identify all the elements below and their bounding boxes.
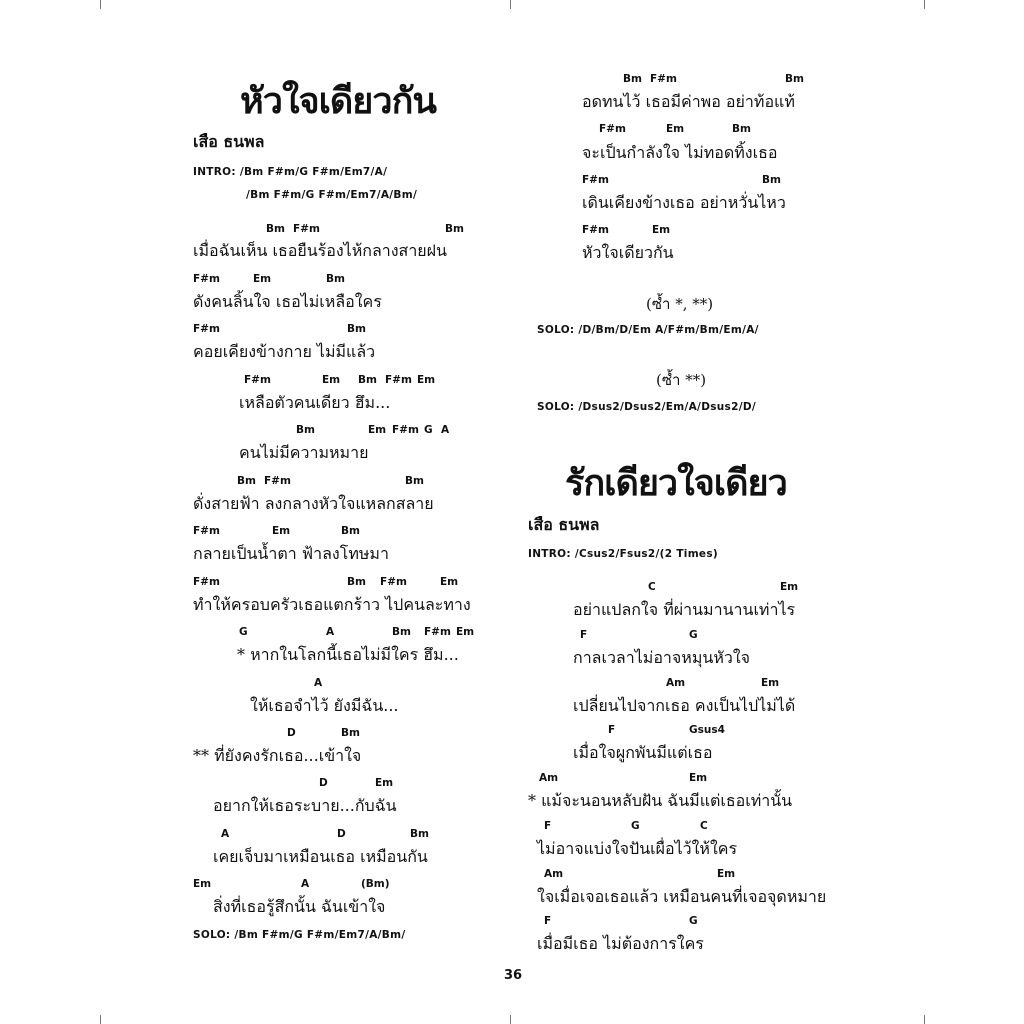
chord: Bm	[762, 174, 781, 186]
chord: F#m	[582, 224, 609, 236]
lyric-line: อย่าแปลกใจ ที่ผ่านมานานเท่าไร	[573, 600, 796, 619]
chord: Em	[440, 576, 459, 588]
chord: D	[319, 777, 328, 789]
chord: F	[544, 915, 552, 927]
chord: C	[700, 820, 708, 832]
chord: F#m	[193, 525, 220, 537]
lyric-line: ให้เธอจำไว้ ยังมีฉัน...	[250, 696, 399, 715]
page-number: 36	[504, 968, 523, 983]
chord: F#m	[264, 475, 291, 487]
chord: Am	[544, 868, 564, 880]
solo-line: SOLO: /Dsus2/Dsus2/Em/A/Dsus2/D/	[537, 401, 756, 413]
lyric-line: ดังคนลิ้นใจ เธอไม่เหลือใคร	[193, 292, 382, 311]
chord: Am	[539, 772, 559, 784]
chord: F	[608, 724, 616, 736]
lyric-line: จะเป็นกำลังใจ ไม่ทอดทิ้งเธอ	[582, 143, 778, 162]
chord: Bm	[358, 374, 377, 386]
lyric-line: อยากให้เธอระบาย...กับฉัน	[213, 796, 397, 815]
chord: Bm	[266, 223, 285, 235]
chord: Em	[368, 424, 387, 436]
chord: Bm	[392, 626, 411, 638]
chord: F	[544, 820, 552, 832]
chord: Bm	[445, 223, 464, 235]
chord: Em	[780, 581, 799, 593]
lyric-line: ** ที่ยังคงรักเธอ...เข้าใจ	[193, 746, 362, 765]
chord: Bm	[296, 424, 315, 436]
chord: Em	[666, 123, 685, 135]
lyric-line: ทำให้ครอบครัวเธอแตกร้าว ไปคนละทาง	[193, 595, 471, 614]
song-artist: เสือ ธนพล	[193, 132, 265, 151]
chord: Bm	[341, 727, 360, 739]
chord: Em	[689, 772, 708, 784]
crop-mark	[510, 1015, 511, 1024]
chord: Bm	[785, 73, 804, 85]
lyric-line: เคยเจ็บมาเหมือนเธอ เหมือนกัน	[213, 847, 428, 866]
lyric-line: ใจเมื่อเจอเธอแล้ว เหมือนคนที่เจอจุดหมาย	[537, 887, 827, 906]
chord: Em	[456, 626, 475, 638]
chord: F#m	[599, 123, 626, 135]
chord: Em	[322, 374, 341, 386]
chord: Em	[253, 273, 272, 285]
lyric-line: กาลเวลาไม่อาจหมุนหัวใจ	[573, 648, 751, 667]
lyric-line: * หากในโลกนี้เธอไม่มีใคร ฮึม...	[237, 645, 459, 664]
lyric-line: เปลี่ยนไปจากเธอ คงเป็นไปไม่ได้	[573, 696, 796, 715]
lyric-line: เมื่อใจผูกพันมีแต่เธอ	[573, 743, 713, 762]
lyric-line: หัวใจเดียวกัน	[582, 243, 674, 262]
chord: Em	[417, 374, 436, 386]
chord: F#m	[385, 374, 412, 386]
lyric-line: คนไม่มีความหมาย	[239, 443, 369, 462]
chord: F#m	[650, 73, 677, 85]
crop-mark	[100, 1015, 101, 1024]
chord: D	[287, 727, 296, 739]
chord: A	[301, 878, 310, 890]
chord: Bm	[410, 828, 429, 840]
chord: Bm	[237, 475, 256, 487]
chord: F#m	[582, 174, 609, 186]
lyric-line: * แม้จะนอนหลับฝัน ฉันมีแต่เธอเท่านั้น	[528, 791, 793, 810]
chord: A	[326, 626, 335, 638]
chord: D	[337, 828, 346, 840]
chord: F#m	[293, 223, 320, 235]
solo-line: SOLO: /Bm F#m/G F#m/Em7/A/Bm/	[193, 929, 406, 941]
crop-mark	[100, 0, 101, 9]
lyric-line: เดินเคียงข้างเธอ อย่าหวั่นไหว	[582, 193, 786, 212]
chord: Em	[193, 878, 212, 890]
lyric-line: คอยเคียงข้างกาย ไม่มีแล้ว	[193, 342, 376, 361]
chord: A	[314, 677, 323, 689]
chord: G	[424, 424, 433, 436]
chord: Em	[652, 224, 671, 236]
chord: A	[221, 828, 230, 840]
chord: Em	[375, 777, 394, 789]
intro-line: INTRO: /Bm F#m/G F#m/Em7/A/	[193, 166, 388, 178]
chord: G	[689, 915, 698, 927]
chord: F#m	[193, 273, 220, 285]
chord: Em	[761, 677, 780, 689]
chord: Am	[666, 677, 686, 689]
chord: Bm	[405, 475, 424, 487]
lyric-line: สิ่งที่เธอรู้สึกนั้น ฉันเข้าใจ	[213, 897, 386, 916]
chord: Bm	[623, 73, 642, 85]
chord: Bm	[326, 273, 345, 285]
crop-mark	[510, 0, 511, 9]
chord: F#m	[193, 323, 220, 335]
chord: (Bm)	[361, 878, 390, 890]
intro-line-continued: /Bm F#m/G F#m/Em7/A/Bm/	[246, 189, 418, 201]
chord: Em	[272, 525, 291, 537]
song-title: รักเดียวใจเดียว	[565, 463, 787, 504]
crop-mark	[924, 1015, 925, 1024]
chord: F#m	[244, 374, 271, 386]
chord: Bm	[341, 525, 360, 537]
chord: F	[580, 629, 588, 641]
chord: Em	[717, 868, 736, 880]
lyric-line: อดทนไว้ เธอมีค่าพอ อย่าท้อแท้	[582, 92, 795, 111]
chord: F#m	[392, 424, 419, 436]
chord: F#m	[380, 576, 407, 588]
intro-line: INTRO: /Csus2/Fsus2/(2 Times)	[528, 548, 718, 560]
chord: Gsus4	[689, 724, 725, 736]
chord: F#m	[424, 626, 451, 638]
chord: Bm	[347, 576, 366, 588]
chord: G	[689, 629, 698, 641]
chord: Bm	[347, 323, 366, 335]
chord: G	[631, 820, 640, 832]
lyric-line: ไม่อาจแบ่งใจปันเผื่อไว้ให้ใคร	[537, 839, 738, 858]
chord: C	[648, 581, 656, 593]
chord: F#m	[193, 576, 220, 588]
lyric-line: เมื่อมีเธอ ไม่ต้องการใคร	[537, 934, 704, 953]
lyric-line: กลายเป็นน้ำตา ฟ้าลงโทษมา	[193, 544, 389, 563]
chord: Bm	[732, 123, 751, 135]
lyric-line: เหลือตัวคนเดียว ฮึม...	[239, 393, 391, 412]
chord: A	[441, 424, 450, 436]
chord: G	[239, 626, 248, 638]
song-title: หัวใจเดียวกัน	[240, 81, 437, 122]
crop-mark	[924, 0, 925, 9]
repeat-instruction: (ซ้ำ *, **)	[646, 295, 714, 313]
lyric-line: เมื่อฉันเห็น เธอยืนร้องไห้กลางสายฝน	[193, 241, 447, 260]
song-artist: เสือ ธนพล	[528, 515, 600, 534]
repeat-instruction: (ซ้ำ **)	[656, 371, 707, 389]
lyric-line: ดั่งสายฟ้า ลงกลางหัวใจแหลกสลาย	[193, 494, 434, 513]
solo-line: SOLO: /D/Bm/D/Em A/F#m/Bm/Em/A/	[537, 324, 759, 336]
